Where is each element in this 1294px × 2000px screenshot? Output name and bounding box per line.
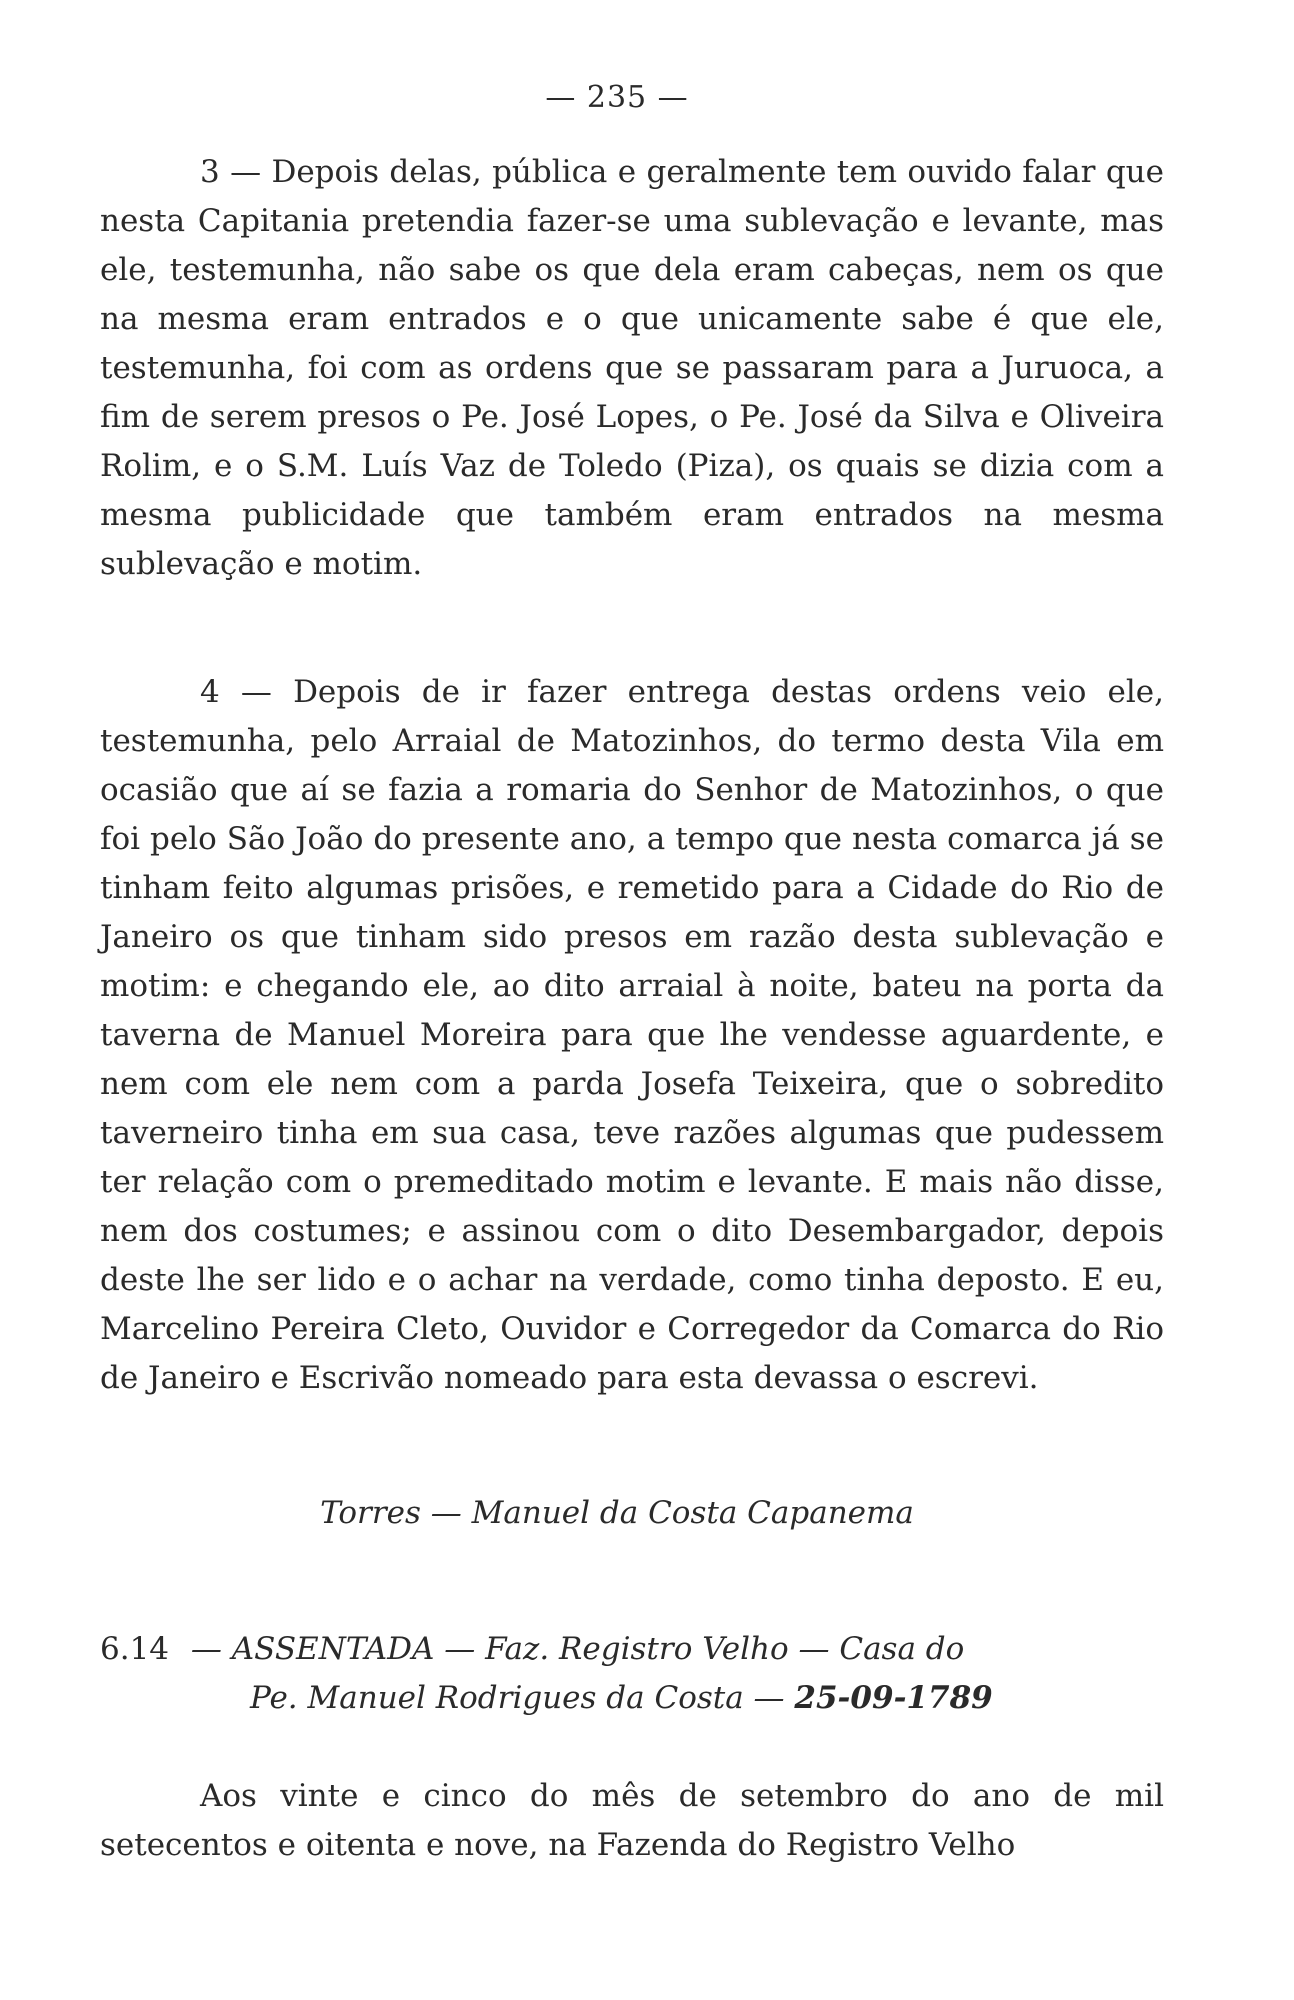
- entry-paragraph-container: [100, 1772, 1164, 1870]
- page-number: — 235 —: [545, 80, 689, 115]
- paragraph-4: 4 — Depois de ir fazer entrega destas ordens veio ele, testemunha, pelo Arraial de Matozinhos, do termo desta Vila em ocasião que aí se fazia a romaria do Senhor de Matozinhos, o que foi pelo São João do presente ano, a tempo que nesta comarca já se tinham feito algumas prisões, e remetido para a Cidade do Rio de Janeiro os que tinham sido presos em razão desta sublevação e motim: e chegando ele, ao dito arraial à noite, bateu na porta da taverna de Manuel Moreira para que lhe vendesse aguardente, e nem com ele nem com a parda Josefa Teixeira, que o sobredito taverneiro tinha em sua casa, teve razões algumas que pudessem ter relação com o premeditado motim e levante. E mais não disse, nem dos costumes; e assinou com o dito Desembargador, depois deste lhe ser lido e o achar na verdade, como tinha deposto. E eu, Marcelino Pereira Cleto, Ouvidor e Corregedor da Comarca do Rio de Janeiro e Escrivão nomeado para esta devassa o escrevi.: [100, 674, 1164, 1396]
- section-heading-line-2: [100, 1674, 1164, 1723]
- entry-paragraph: Aos vinte e cinco do mês de setembro do ano de mil setecentos e oitenta e nove, na Fazenda do Registro Velho: [100, 1778, 1164, 1863]
- paragraph-3-container: [100, 148, 1164, 589]
- paragraph-3: 3 — Depois delas, pública e geralmente tem ouvido falar que nesta Capitania pretendia fazer-se uma sublevação e levante, mas ele, testemunha, não sabe os que dela eram cabeças, nem os que na mesma eram entrados e o que unicamente sabe é que ele, testemunha, foi com as ordens que se passaram para a Juruoca, a fim de serem presos o Pe. José Lopes, o Pe. José da Silva e Oliveira Rolim, e o S.M. Luís Vaz de Toledo (Piza), os quais se dizia com a mesma publicidade que também eram entrados na mesma sublevação e motim.: [100, 154, 1164, 582]
- section-title-line-1: — ASSENTADA — Faz. Registro Velho — Casa do: [190, 1631, 965, 1667]
- section-date: 25-09-1789: [794, 1680, 993, 1716]
- section-heading: [100, 1625, 1164, 1723]
- paragraph-4-container: [100, 668, 1164, 1403]
- section-heading-line-1: [100, 1625, 1164, 1674]
- section-number: 6.14: [100, 1631, 170, 1667]
- section-title-line-2: Pe. Manuel Rodrigues da Costa —: [250, 1680, 785, 1716]
- signature-line: Torres — Manuel da Costa Capanema: [320, 1495, 914, 1531]
